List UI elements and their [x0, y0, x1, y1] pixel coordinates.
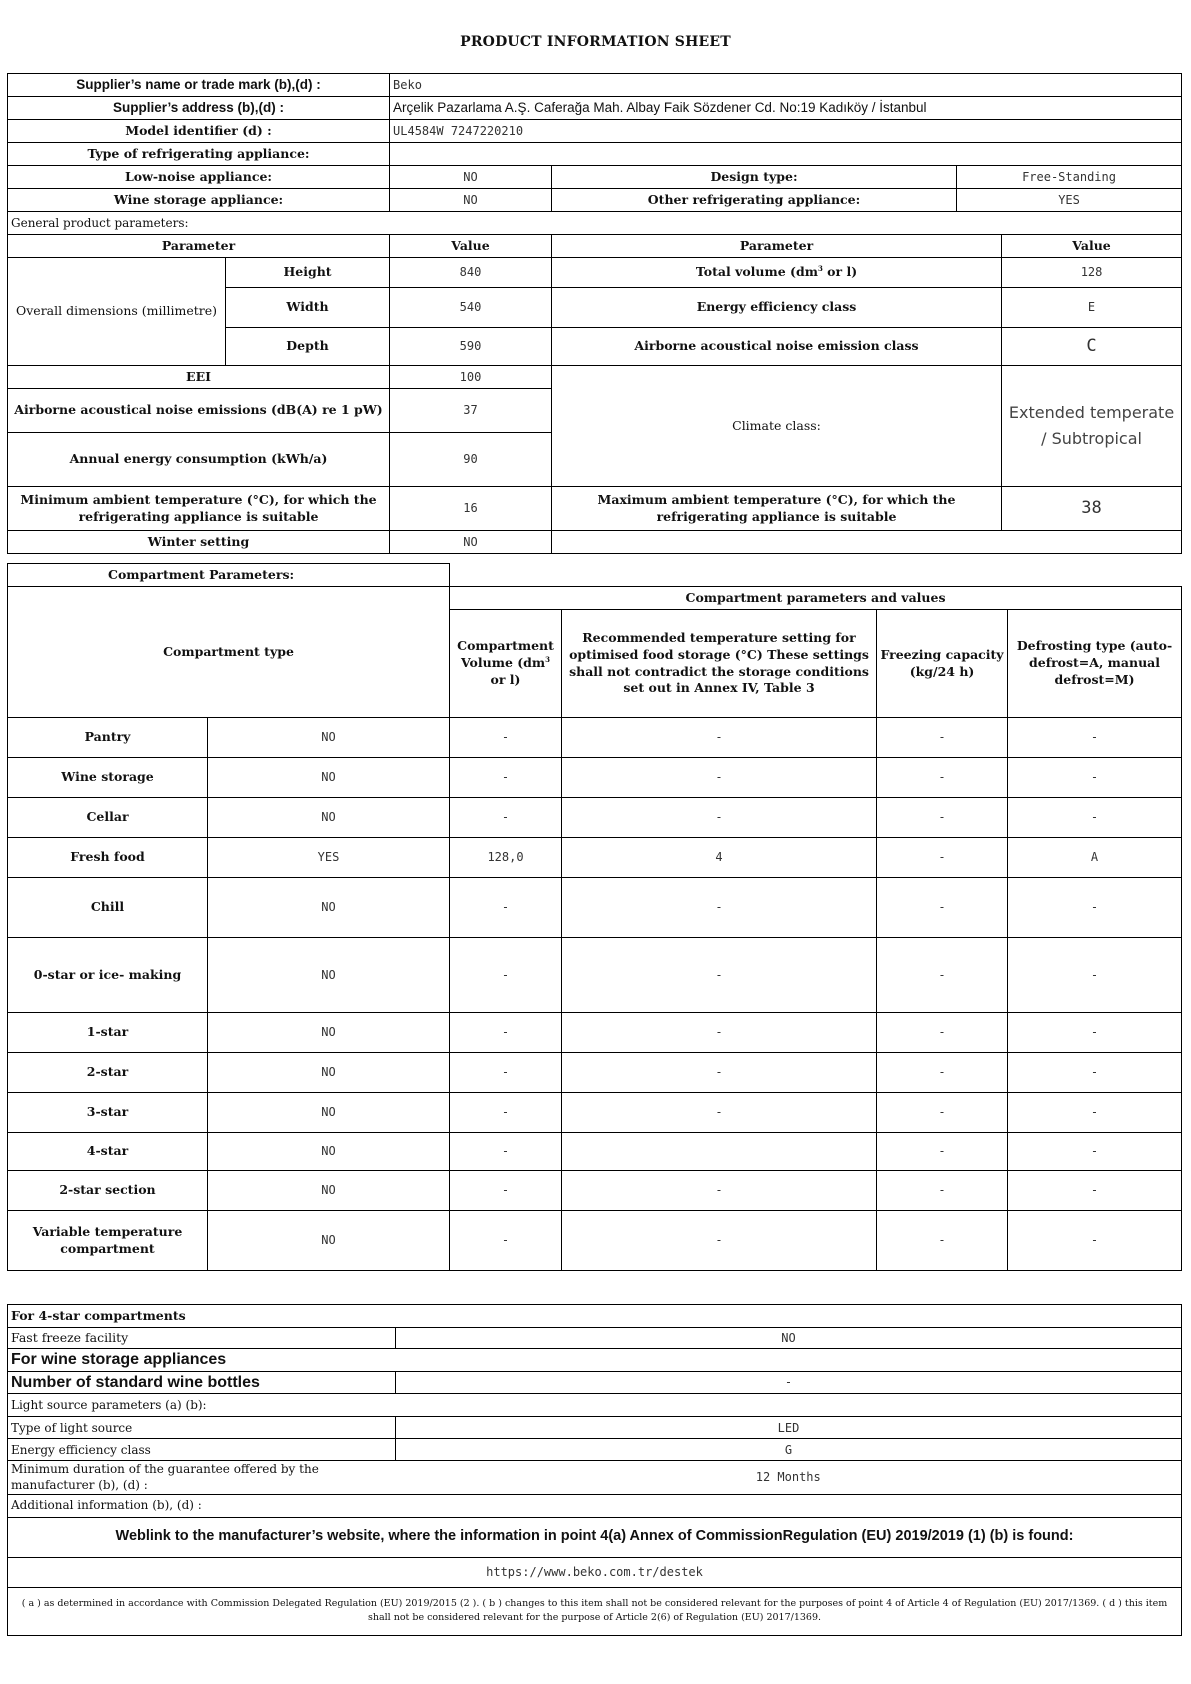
- col-value-right: Value: [1002, 235, 1182, 258]
- light-class-value: G: [396, 1439, 1182, 1461]
- compartment-defrost: -: [1008, 718, 1182, 758]
- compartment-volume: -: [450, 1053, 562, 1093]
- compartment-present: NO: [208, 878, 450, 938]
- compartment-defrost: -: [1008, 1093, 1182, 1133]
- light-type-value: LED: [396, 1417, 1182, 1439]
- compartment-freezing: -: [877, 1013, 1008, 1053]
- bottom-table: [7, 1304, 1182, 1636]
- compartment-temp: -: [562, 758, 877, 798]
- compartment-present: NO: [208, 1171, 450, 1211]
- compartment-temp: -: [562, 798, 877, 838]
- annual-energy-label: Annual energy consumption (kWh/a): [8, 433, 390, 487]
- other-appliance-value: YES: [957, 189, 1182, 212]
- compartment-freezing: -: [877, 1053, 1008, 1093]
- model-identifier-value: UL4584W 7247220210: [390, 120, 1182, 143]
- compartment-row: [8, 1053, 1182, 1093]
- compartment-temp: -: [562, 1171, 877, 1211]
- width-value: 540: [390, 288, 552, 328]
- light-source-label: Light source parameters (a) (b):: [8, 1394, 1182, 1417]
- fast-freeze-value: NO: [396, 1328, 1182, 1349]
- wine-storage-section-label: For wine storage appliances: [8, 1349, 1182, 1372]
- compartment-parameters-label: Compartment Parameters:: [8, 564, 450, 587]
- col-parameter-right: Parameter: [552, 235, 1002, 258]
- compartment-present: YES: [208, 838, 450, 878]
- height-label: Height: [226, 258, 390, 288]
- compartment-freezing: -: [877, 718, 1008, 758]
- compartment-name: 2-star: [8, 1053, 208, 1093]
- compartment-defrost: -: [1008, 938, 1182, 1013]
- other-appliance-label: Other refrigerating appliance:: [552, 189, 957, 212]
- compartment-row: [8, 1211, 1182, 1271]
- compartment-present: NO: [208, 1053, 450, 1093]
- compartment-name: 0-star or ice- making: [8, 938, 208, 1013]
- compartment-present: NO: [208, 758, 450, 798]
- compartment-name: Pantry: [8, 718, 208, 758]
- light-class-label: Energy efficiency class: [8, 1439, 396, 1461]
- wine-storage-label: Wine storage appliance:: [8, 189, 390, 212]
- col-defrosting-type: Defrosting type (auto-defrost=A, manual defrost=M): [1008, 610, 1182, 718]
- col-value-left: Value: [390, 235, 552, 258]
- compartment-present: NO: [208, 718, 450, 758]
- compartment-defrost: -: [1008, 798, 1182, 838]
- general-parameters-label: General product parameters:: [8, 212, 1182, 235]
- compartment-name: Fresh food: [8, 838, 208, 878]
- depth-label: Depth: [226, 328, 390, 366]
- compartment-freezing: -: [877, 798, 1008, 838]
- compartment-row: [8, 838, 1182, 878]
- height-value: 840: [390, 258, 552, 288]
- noise-class-label: Airborne acoustical noise emission class: [552, 328, 1002, 366]
- compartment-present: NO: [208, 798, 450, 838]
- compartment-present: NO: [208, 1093, 450, 1133]
- max-temp-label: Maximum ambient temperature (°C), for which the refrigerating appliance is suitable: [552, 487, 1002, 531]
- compartment-name: Variable temperature compartment: [8, 1211, 208, 1271]
- noise-emissions-label: Airborne acoustical noise emissions (dB(A) re 1 pW): [8, 389, 390, 433]
- compartment-freezing: -: [877, 1093, 1008, 1133]
- compartment-temp: [562, 1133, 877, 1171]
- model-identifier-label: Model identifier (d) :: [8, 120, 390, 143]
- compartment-present: NO: [208, 1211, 450, 1271]
- compartment-volume: -: [450, 718, 562, 758]
- general-table: [7, 73, 1182, 554]
- compartment-temp: -: [562, 878, 877, 938]
- compartment-table: [7, 563, 1182, 1271]
- min-temp-value: 16: [390, 487, 552, 531]
- compartment-freezing: -: [877, 758, 1008, 798]
- col-parameter-left: Parameter: [8, 235, 390, 258]
- compartment-row: [8, 878, 1182, 938]
- compartment-volume: 128,0: [450, 838, 562, 878]
- compartment-present: NO: [208, 1013, 450, 1053]
- wine-bottles-value: -: [396, 1371, 1182, 1394]
- compartment-defrost: -: [1008, 1013, 1182, 1053]
- appliance-type-value: [390, 143, 1182, 166]
- compartment-row: [8, 1133, 1182, 1171]
- noise-emissions-value: 37: [390, 389, 552, 433]
- compartment-name: 3-star: [8, 1093, 208, 1133]
- low-noise-label: Low-noise appliance:: [8, 166, 390, 189]
- climate-class-value: Extended temperate / Subtropical: [1002, 366, 1182, 487]
- climate-class-label: Climate class:: [552, 366, 1002, 487]
- compartment-row: [8, 718, 1182, 758]
- compartment-header-spacer: [450, 564, 1182, 587]
- guarantee-label: Minimum duration of the guarantee offered by the manufacturer (b), (d) :: [8, 1461, 396, 1494]
- col-recommended-temp: Recommended temperature setting for optimised food storage (°C) These settings shall not contradict the storage conditions set out in Annex IV, Table 3: [562, 610, 877, 718]
- compartment-freezing: -: [877, 938, 1008, 1013]
- compartment-volume: -: [450, 758, 562, 798]
- compartment-row: [8, 798, 1182, 838]
- compartment-defrost: -: [1008, 878, 1182, 938]
- manufacturer-url-link[interactable]: https://www.beko.com.tr/destek: [8, 1557, 1182, 1587]
- design-type-value: Free-Standing: [957, 166, 1182, 189]
- total-volume-label: Total volume ($dm^3$ or l): [552, 258, 1002, 288]
- fast-freeze-label: Fast freeze facility: [8, 1328, 396, 1349]
- eei-label: EEI: [8, 366, 390, 389]
- compartment-name: Wine storage: [8, 758, 208, 798]
- col-compartment-volume: Compartment Volume ($dm^3$ or l): [450, 610, 562, 718]
- supplier-name-label: Supplier’s name or trade mark (b),(d) :: [8, 74, 390, 97]
- supplier-address-label: Supplier’s address (b),(d) :: [8, 97, 390, 120]
- compartment-row: [8, 938, 1182, 1013]
- width-label: Width: [226, 288, 390, 328]
- winter-setting-value: NO: [390, 531, 552, 554]
- compartment-temp: -: [562, 1013, 877, 1053]
- compartment-defrost: A: [1008, 838, 1182, 878]
- compartment-present: NO: [208, 1133, 450, 1171]
- compartment-volume: -: [450, 1093, 562, 1133]
- guarantee-value: 12 Months: [396, 1461, 1182, 1494]
- compartment-defrost: -: [1008, 758, 1182, 798]
- total-volume-value: 128: [1002, 258, 1182, 288]
- compartment-rows: [8, 718, 1182, 1271]
- compartment-defrost: -: [1008, 1053, 1182, 1093]
- footnote: ( a ) as determined in accordance with Commission Delegated Regulation (EU) 2019/2015 (2 ). ( b ) changes to this item shall not be considered relevant for the purposes of point 4 of Article 4 of Regulation (EU) 2017/1369. ( d ) this item shall not be considered relevant for the purpose of Article 2(6) of Regulation (EU) 2017/1369.: [8, 1587, 1182, 1635]
- compartment-freezing: -: [877, 878, 1008, 938]
- overall-dimensions-label: Overall dimensions (millimetre): [8, 258, 226, 366]
- wine-bottles-label: Number of standard wine bottles: [8, 1371, 396, 1394]
- four-star-label: For 4-star compartments: [8, 1305, 1182, 1328]
- light-type-label: Type of light source: [8, 1417, 396, 1439]
- page-title: PRODUCT INFORMATION SHEET: [460, 34, 731, 50]
- compartment-present: NO: [208, 938, 450, 1013]
- compartment-name: 1-star: [8, 1013, 208, 1053]
- col-compartment-type: Compartment type: [8, 587, 450, 718]
- appliance-type-label: Type of refrigerating appliance:: [8, 143, 390, 166]
- energy-class-label: Energy efficiency class: [552, 288, 1002, 328]
- wine-storage-value: NO: [390, 189, 552, 212]
- compartment-defrost: -: [1008, 1211, 1182, 1271]
- max-temp-value: 38: [1002, 487, 1182, 531]
- compartment-temp: 4: [562, 838, 877, 878]
- compartment-volume: -: [450, 1171, 562, 1211]
- compartment-volume: -: [450, 878, 562, 938]
- compartment-name: Cellar: [8, 798, 208, 838]
- compartment-volume: -: [450, 1133, 562, 1171]
- col-freezing-capacity: Freezing capacity (kg/24 h): [877, 610, 1008, 718]
- winter-setting-label: Winter setting: [8, 531, 390, 554]
- annual-energy-value: 90: [390, 433, 552, 487]
- compartment-name: 4-star: [8, 1133, 208, 1171]
- compartment-temp: -: [562, 938, 877, 1013]
- compartment-volume: -: [450, 1211, 562, 1271]
- weblink-label: Weblink to the manufacturer’s website, where the information in point 4(a) Annex of CommissionRegulation (EU) 2019/2019 (1) (b) is found:: [8, 1517, 1182, 1557]
- eei-value: 100: [390, 366, 552, 389]
- compartment-row: [8, 1013, 1182, 1053]
- compartment-temp: -: [562, 718, 877, 758]
- compartment-row: [8, 1171, 1182, 1211]
- compartment-temp: -: [562, 1053, 877, 1093]
- low-noise-value: NO: [390, 166, 552, 189]
- energy-class-value: E: [1002, 288, 1182, 328]
- compartment-freezing: -: [877, 1211, 1008, 1271]
- compartment-name: Chill: [8, 878, 208, 938]
- compartment-volume: -: [450, 1013, 562, 1053]
- compartment-freezing: -: [877, 838, 1008, 878]
- additional-info-label: Additional information (b), (d) :: [8, 1494, 1182, 1517]
- compartment-values-header: Compartment parameters and values: [450, 587, 1182, 610]
- compartment-temp: -: [562, 1093, 877, 1133]
- noise-class-value: C: [1002, 328, 1182, 366]
- compartment-defrost: -: [1008, 1171, 1182, 1211]
- winter-setting-empty: [552, 531, 1182, 554]
- depth-value: 590: [390, 328, 552, 366]
- compartment-freezing: -: [877, 1171, 1008, 1211]
- compartment-defrost: -: [1008, 1133, 1182, 1171]
- compartment-temp: -: [562, 1211, 877, 1271]
- compartment-volume: -: [450, 798, 562, 838]
- compartment-row: [8, 1093, 1182, 1133]
- supplier-name-value: Beko: [390, 74, 1182, 97]
- supplier-address-value: Arçelik Pazarlama A.Ş. Caferağa Mah. Albay Faik Sözdener Cd. No:19 Kadıköy / İstanbul: [390, 97, 1182, 120]
- compartment-volume: -: [450, 938, 562, 1013]
- compartment-name: 2-star section: [8, 1171, 208, 1211]
- design-type-label: Design type:: [552, 166, 957, 189]
- compartment-freezing: -: [877, 1133, 1008, 1171]
- compartment-row: [8, 758, 1182, 798]
- min-temp-label: Minimum ambient temperature (°C), for which the refrigerating appliance is suitable: [8, 487, 390, 531]
